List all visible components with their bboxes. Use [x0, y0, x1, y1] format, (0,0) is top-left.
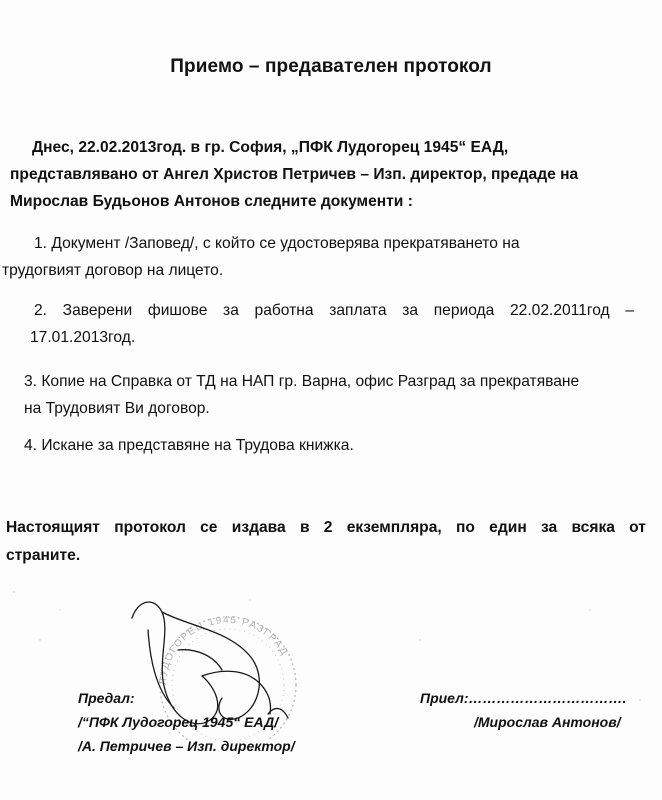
list-item-1 — [2, 230, 634, 284]
svg-text:ЛУДОГОРЕЦ 1945 РАЗГРАД — [158, 615, 290, 685]
signature-right-label: Приел:……………………………. — [420, 690, 627, 706]
list-item-3-line-1: 3. Копие на Справка от ТД на НАП гр. Варна, офис Разград за прекратяване — [24, 373, 580, 390]
list-item-2-line-2: 17.01.2013год. — [30, 329, 136, 346]
word: Заверени — [62, 302, 133, 319]
word: Настоящият — [6, 519, 100, 536]
list-item-3 — [26, 368, 634, 422]
word: работна — [254, 302, 314, 319]
word: от — [629, 519, 646, 536]
signature-block-left — [78, 686, 295, 758]
word: се — [200, 519, 218, 536]
word: 2 — [323, 519, 333, 536]
document-title: Приемо – предавателен протокол — [170, 56, 492, 77]
signature-left-company: /“ПФК Лудогорец 1945“ ЕАД/ — [78, 714, 279, 730]
word: за — [541, 519, 558, 536]
list-item-2-line-1 — [34, 297, 634, 324]
word: фишове — [147, 302, 208, 319]
word: един — [489, 519, 527, 536]
closing-line-1 — [6, 514, 646, 542]
intro-line-1: Днес, 22.02.2013год. в гр. София, „ПФК Лудогорец 1945“ ЕАД, — [32, 139, 509, 156]
signature-left-person: /А. Петричев – Изп. директор/ — [78, 738, 295, 754]
intro-line-2: представлявано от Ангел Христов Петричев – Изп. директор, предаде на — [10, 166, 579, 183]
word: заплата — [329, 302, 387, 319]
word: за — [402, 302, 419, 319]
list-item-1-line-1: 1. Документ /Заповед/, с който се удостоверява прекратяването на — [34, 235, 520, 252]
word: в — [299, 519, 310, 536]
word: 2. — [34, 302, 48, 319]
closing-line-2: страните. — [6, 547, 81, 564]
list-item-4 — [26, 432, 634, 459]
list-item-1-line-2: трудогвият договор на лицето. — [2, 262, 224, 279]
intro-line-3: Мирослав Будьонов Антонов следните документи : — [10, 193, 413, 210]
word: по — [455, 519, 475, 536]
list-item-4-line-1: 4. Искане за представяне на Трудова книжка. — [24, 437, 354, 454]
word: издава — [231, 519, 286, 536]
stamp-text: ЛУДОГОРЕЦ 1945 РАЗГРАД — [157, 614, 291, 686]
word: протокол — [114, 519, 186, 536]
list-item-2 — [26, 297, 634, 351]
word: – — [625, 302, 634, 319]
signature-block-right — [420, 686, 626, 734]
word: всяка — [571, 519, 615, 536]
signature-right-person: /Мирослав Антонов/ — [474, 714, 621, 730]
word: за — [223, 302, 239, 319]
list-item-3-line-2: на Трудовият Ви договор. — [24, 400, 210, 417]
word: екземпляра, — [346, 519, 442, 536]
closing-paragraph — [6, 514, 646, 570]
word: 22.02.2011год — [509, 302, 610, 319]
signature-left-label: Предал: — [78, 690, 135, 706]
intro-paragraph — [10, 134, 610, 215]
word: периода — [433, 302, 495, 319]
